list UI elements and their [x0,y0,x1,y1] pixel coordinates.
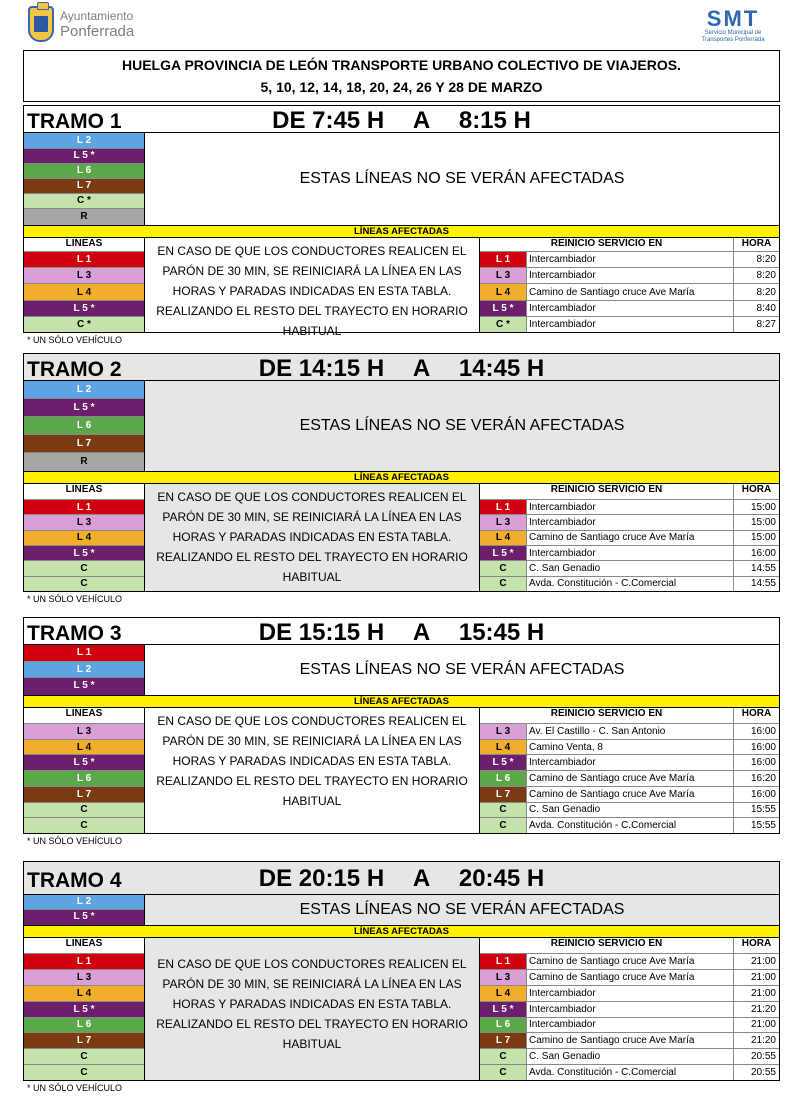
restart-row [480,724,779,740]
restart-line: L 4 [480,284,526,299]
msg-line: EN CASO DE QUE LOS CONDUCTORES REALICEN EL [157,490,467,504]
smt-sub-1: Servicio Municipal de [704,30,762,36]
restart-row [480,986,779,1002]
restart-time: 8:20 [733,268,779,283]
restart-table-header [480,238,779,252]
restart-stop: Camino de Santiago cruce Ave María [526,1033,733,1048]
restart-stop: Intercambiador [526,301,733,316]
restart-row [480,577,779,591]
restart-line: L 5 * [480,1002,526,1017]
unaffected-lines [24,133,144,225]
smt-sub-2: Transportes Ponferrada [701,37,765,43]
unaffected-message: ESTAS LÍNEAS NO SE VERÁN AFECTADAS [144,381,779,471]
line-cell: L 2 [24,895,144,910]
line-cell: L 5 * [24,910,144,925]
restart-row [480,546,779,561]
footnote: * UN SÓLO VEHÍCULO [27,836,123,846]
restart-stop: Intercambiador [526,317,733,332]
line-cell: L 7 [24,787,144,803]
affected-lines [24,238,144,332]
tramo-header [23,105,780,133]
affected-section [23,484,780,592]
restart-line: L 7 [480,1033,526,1048]
restart-line: L 1 [480,500,526,514]
restart-stop: Intercambiador [526,500,733,514]
col-hora: HORA [733,484,779,499]
time-to: 15:45 H [458,619,545,646]
tramo-4 [23,861,780,1093]
restart-row [480,284,779,300]
time-to: 20:45 H [458,865,545,892]
time-from: DE 20:15 H [258,865,385,892]
col-lineas: LINEAS [24,484,144,500]
line-cell: L 4 [24,986,144,1002]
strike-message [144,938,480,1080]
restart-time: 15:00 [733,531,779,545]
restart-stop: Camino Venta, 8 [526,740,733,755]
restart-line: L 4 [480,740,526,755]
time-a: A [412,107,431,134]
restart-table [480,238,779,332]
restart-line: C [480,577,526,591]
restart-line: L 5 * [480,546,526,560]
line-cell: L 6 [24,1018,144,1034]
restart-line: L 4 [480,986,526,1001]
restart-stop: Camino de Santiago cruce Ave María [526,970,733,985]
restart-line: L 3 [480,724,526,739]
restart-row [480,954,779,970]
msg-line: PARÓN DE 30 MIN, SE REINICIARÁ LA LÍNEA EN LAS [162,510,462,524]
restart-time: 16:20 [733,771,779,786]
msg-line: PARÓN DE 30 MIN, SE REINICIARÁ LA LÍNEA EN LAS [162,264,462,278]
org-line-1: Ayuntamiento [60,9,134,23]
line-cell: C [24,577,144,591]
restart-row [480,740,779,756]
smt-logo [690,8,776,44]
msg-line: REALIZANDO EL RESTO DEL TRAYECTO EN HORARIO [156,774,468,788]
tramo-time [24,107,779,135]
unaffected-lines [24,895,144,925]
restart-row [480,1018,779,1034]
time-a: A [412,865,431,892]
notice-title-line-1: HUELGA PROVINCIA DE LEÓN TRANSPORTE URBANO COLECTIVO DE VIAJEROS. [121,57,681,73]
line-cell: L 6 [24,164,144,179]
msg-line: PARÓN DE 30 MIN, SE REINICIARÁ LA LÍNEA EN LAS [162,734,462,748]
restart-time: 21:20 [733,1033,779,1048]
restart-row [480,531,779,546]
restart-stop: Camino de Santiago cruce Ave María [526,954,733,969]
restart-row [480,317,779,332]
restart-time: 16:00 [733,740,779,755]
restart-row [480,500,779,515]
restart-stop: Intercambiador [526,755,733,770]
restart-time: 21:20 [733,1002,779,1017]
restart-row [480,803,779,819]
unaffected-section [23,895,780,925]
msg-line: EN CASO DE QUE LOS CONDUCTORES REALICEN EL [157,244,467,258]
line-cell: L 3 [24,724,144,740]
restart-stop: Camino de Santiago cruce Ave María [526,284,733,299]
line-cell: C [24,803,144,819]
line-cell: L 1 [24,954,144,970]
affected-bar: LÍNEAS AFECTADAS [23,471,780,484]
unaffected-section [23,381,780,471]
restart-line: L 3 [480,970,526,985]
msg-line: HABITUAL [282,324,342,338]
col-reinicio: REINICIO SERVICIO EN [550,708,663,719]
line-cell: C [24,1065,144,1080]
msg-line: PARÓN DE 30 MIN, SE REINICIARÁ LA LÍNEA EN LAS [162,977,462,991]
restart-time: 14:55 [733,577,779,591]
line-cell: L 2 [24,133,144,149]
line-cell: L 6 [24,771,144,787]
restart-stop: Camino de Santiago cruce Ave María [526,531,733,545]
col-reinicio: REINICIO SERVICIO EN [550,238,663,249]
restart-time: 15:00 [733,500,779,514]
restart-row [480,1033,779,1049]
msg-line: HABITUAL [282,570,342,584]
restart-stop: Intercambiador [526,268,733,283]
restart-table [480,708,779,833]
line-cell: C [24,818,144,833]
restart-row [480,970,779,986]
line-cell: L 5 * [24,678,144,695]
restart-stop: Intercambiador [526,1018,733,1033]
tramo-2 [23,353,780,604]
time-to: 8:15 H [458,107,531,134]
restart-line: L 3 [480,515,526,529]
tramo-time [24,619,779,647]
col-lineas: LINEAS [24,708,144,724]
restart-line: C [480,1049,526,1064]
restart-time: 21:00 [733,954,779,969]
page-header [0,0,800,48]
line-cell: L 1 [24,645,144,662]
restart-stop: C. San Genadio [526,1049,733,1064]
tramo-header [23,861,780,895]
line-cell: L 7 [24,1033,144,1049]
restart-row [480,1002,779,1018]
notice-title [23,50,780,102]
restart-stop: Intercambiador [526,252,733,267]
msg-line: REALIZANDO EL RESTO DEL TRAYECTO EN HORARIO [156,304,468,318]
restart-stop: Avda. Constitución - C.Comercial [526,818,733,833]
restart-line: L 6 [480,771,526,786]
restart-stop: Intercambiador [526,986,733,1001]
line-cell: L 5 * [24,1002,144,1018]
line-cell: L 5 * [24,149,144,164]
restart-row [480,771,779,787]
msg-line: HORAS Y PARADAS INDICADAS EN ESTA TABLA. [172,997,452,1011]
restart-time: 16:00 [733,787,779,802]
col-hora: HORA [733,238,779,251]
unaffected-message: ESTAS LÍNEAS NO SE VERÁN AFECTADAS [144,645,779,695]
restart-time: 8:27 [733,317,779,332]
restart-line: C [480,818,526,833]
restart-line: L 3 [480,268,526,283]
restart-time: 8:40 [733,301,779,316]
strike-message [144,484,480,591]
smt-logo-text: SMT [706,6,760,31]
line-cell: L 7 [24,179,144,194]
restart-time: 21:00 [733,986,779,1001]
coat-of-arms-icon [28,6,54,42]
line-cell: C * [24,317,144,332]
restart-row [480,1049,779,1065]
line-cell: L 5 * [24,301,144,317]
time-from: DE 14:15 H [258,355,385,382]
affected-section [23,238,780,338]
restart-time: 15:55 [733,803,779,818]
restart-line: C * [480,317,526,332]
restart-line: C [480,1065,526,1080]
restart-line: L 1 [480,252,526,267]
tramo-time [24,355,779,383]
tramo-label: TRAMO 1 [27,110,122,133]
tramo-label: TRAMO 4 [27,869,122,892]
line-cell: C [24,1049,144,1065]
restart-stop: Intercambiador [526,515,733,529]
time-from: DE 15:15 H [258,619,385,646]
msg-line: HORAS Y PARADAS INDICADAS EN ESTA TABLA. [172,530,452,544]
unaffected-lines [24,645,144,695]
affected-section [23,708,780,834]
strike-message [144,708,480,833]
restart-table-header [480,484,779,500]
line-cell: C * [24,194,144,209]
footnote: * UN SÓLO VEHÍCULO [27,1083,123,1093]
line-cell: L 5 * [24,399,144,417]
restart-stop: C. San Genadio [526,803,733,818]
tramo-1 [23,105,780,345]
line-cell: L 2 [24,381,144,399]
line-cell: L 5 * [24,755,144,771]
restart-line: L 7 [480,787,526,802]
affected-lines [24,484,144,591]
restart-time: 16:00 [733,755,779,770]
restart-line: L 6 [480,1018,526,1033]
restart-stop: Av. El Castillo - C. San Antonio [526,724,733,739]
line-cell: L 2 [24,662,144,678]
line-cell: R [24,453,144,471]
restart-line: C [480,561,526,575]
restart-time: 15:00 [733,515,779,529]
line-cell: L 4 [24,531,144,546]
col-hora: HORA [733,708,779,723]
line-cell: L 5 * [24,546,144,561]
line-cell: L 3 [24,268,144,284]
msg-line: HABITUAL [282,794,342,808]
col-hora: HORA [733,938,779,953]
restart-stop: Camino de Santiago cruce Ave María [526,771,733,786]
restart-time: 8:20 [733,284,779,299]
restart-line: L 5 * [480,301,526,316]
tramo-header [23,353,780,381]
restart-time: 15:55 [733,818,779,833]
affected-bar: LÍNEAS AFECTADAS [23,695,780,708]
restart-line: C [480,803,526,818]
footnote: * UN SÓLO VEHÍCULO [27,335,123,345]
restart-time: 21:00 [733,970,779,985]
restart-stop: C. San Genadio [526,561,733,575]
ayuntamiento-logo [28,6,134,42]
notice-title-line-2: 5, 10, 12, 14, 18, 20, 24, 26 Y 28 DE MARZO [260,79,543,95]
time-a: A [412,619,431,646]
time-to: 14:45 H [458,355,545,382]
msg-line: HORAS Y PARADAS INDICADAS EN ESTA TABLA. [172,284,452,298]
affected-lines [24,938,144,1080]
restart-table-header [480,708,779,724]
restart-time: 14:55 [733,561,779,575]
affected-section [23,938,780,1081]
col-reinicio: REINICIO SERVICIO EN [550,484,663,495]
col-lineas: LINEAS [24,938,144,954]
tramo-label: TRAMO 2 [27,358,122,381]
restart-line: L 5 * [480,755,526,770]
affected-bar: LÍNEAS AFECTADAS [23,925,780,938]
line-cell: L 4 [24,740,144,756]
line-cell: L 7 [24,435,144,453]
restart-row [480,252,779,268]
tramo-time [24,865,779,893]
restart-stop: Avda. Constitución - C.Comercial [526,1065,733,1080]
org-line-2: Ponferrada [60,23,135,40]
msg-line: REALIZANDO EL RESTO DEL TRAYECTO EN HORARIO [156,550,468,564]
unaffected-message: ESTAS LÍNEAS NO SE VERÁN AFECTADAS [144,895,779,925]
line-cell: L 6 [24,417,144,435]
restart-stop: Camino de Santiago cruce Ave María [526,787,733,802]
line-cell: L 3 [24,970,144,986]
strike-message [144,238,480,338]
restart-line: L 4 [480,531,526,545]
msg-line: HORAS Y PARADAS INDICADAS EN ESTA TABLA. [172,754,452,768]
tramo-3 [23,617,780,846]
msg-line: REALIZANDO EL RESTO DEL TRAYECTO EN HORARIO [156,1017,468,1031]
restart-time: 16:00 [733,724,779,739]
line-cell: R [24,209,144,225]
msg-line: EN CASO DE QUE LOS CONDUCTORES REALICEN EL [157,957,467,971]
restart-row [480,787,779,803]
col-lineas: LINEAS [24,238,144,252]
restart-row [480,301,779,317]
restart-time: 8:20 [733,252,779,267]
restart-row [480,755,779,771]
unaffected-lines [24,381,144,471]
restart-time: 16:00 [733,546,779,560]
restart-table-header [480,938,779,954]
restart-stop: Intercambiador [526,546,733,560]
line-cell: L 1 [24,252,144,268]
restart-row [480,1065,779,1080]
unaffected-section [23,133,780,225]
restart-row [480,515,779,530]
restart-time: 21:00 [733,1018,779,1033]
line-cell: L 1 [24,500,144,515]
tramo-label: TRAMO 3 [27,622,122,645]
unaffected-message: ESTAS LÍNEAS NO SE VERÁN AFECTADAS [144,133,779,225]
time-a: A [412,355,431,382]
restart-table [480,938,779,1080]
line-cell: L 4 [24,284,144,300]
restart-table [480,484,779,591]
restart-line: L 1 [480,954,526,969]
msg-line: EN CASO DE QUE LOS CONDUCTORES REALICEN EL [157,714,467,728]
time-from: DE 7:45 H [272,107,385,134]
unaffected-section [23,645,780,695]
tramo-header [23,617,780,645]
restart-time: 20:55 [733,1049,779,1064]
restart-time: 20:55 [733,1065,779,1080]
restart-row [480,268,779,284]
col-reinicio: REINICIO SERVICIO EN [550,938,663,949]
affected-bar: LÍNEAS AFECTADAS [23,225,780,238]
line-cell: C [24,561,144,576]
restart-row [480,561,779,576]
msg-line: HABITUAL [282,1037,342,1051]
footnote: * UN SÓLO VEHÍCULO [27,594,123,604]
line-cell: L 3 [24,515,144,530]
restart-row [480,818,779,833]
restart-stop: Avda. Constitución - C.Comercial [526,577,733,591]
restart-stop: Intercambiador [526,1002,733,1017]
affected-lines [24,708,144,833]
